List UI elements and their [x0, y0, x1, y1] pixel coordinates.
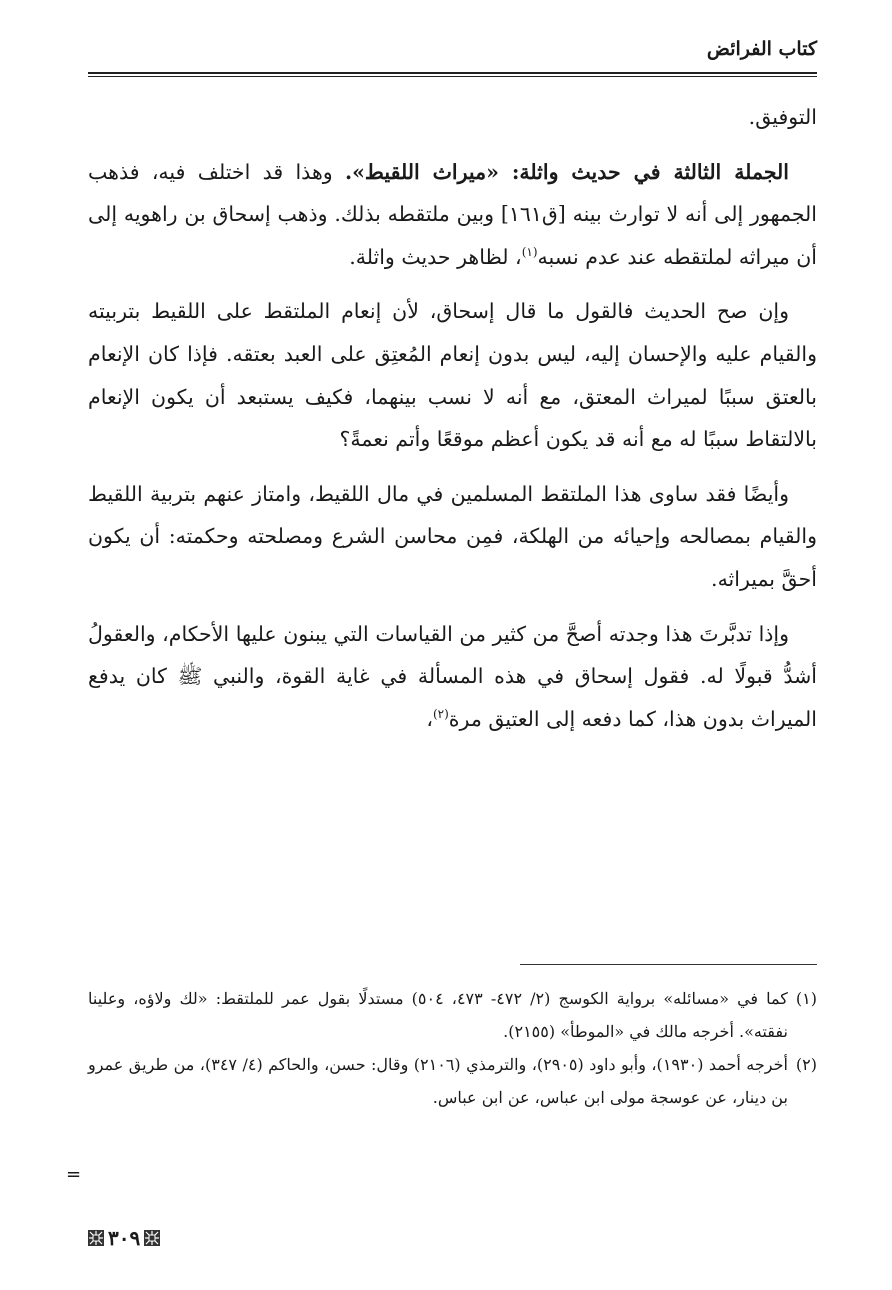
footnotes: [88, 982, 817, 1114]
page-number-block: [88, 1225, 160, 1251]
paragraph-2: وإن صح الحديث فالقول ما قال إسحاق، لأن إنعام الملتقط على اللقيط بتربيته والقيام عليه والإحسان إليه، ليس بدون إنعام المُعتِق على العبد بعتقه. فإذا كان الإنعام بالعتق سببًا لميراث المعتق، مع أنه لا نسب بينهما، فكيف يستبعد أن يكون الإنعام بالالتقاط سببًا له مع أنه قد يكون أعظم موقعًا وأتم نعمةً؟: [88, 299, 817, 452]
paragraph-4: وإذا تدبَّرتَ هذا وجدته أصحَّ من كثير من القياسات التي يبنون عليها الأحكام، والعقولُ أشدُّ قبولًا له. فقول إسحاق في هذه المسألة في غاية القوة، والنبي ﷺ كان يدفع الميراث بدون هذا، كما دفعه إلى العتيق مرة$^{(٢)}$،: [88, 621, 817, 731]
footnote-2: [88, 1048, 817, 1114]
continuation-mark: =: [66, 1164, 82, 1185]
footnote-separator: [520, 964, 817, 965]
chapter-title: كتاب الفرائض: [706, 38, 817, 60]
footnote-text: أخرجه أحمد (١٩٣٠)، وأبو داود (٢٩٠٥)، والترمذي (٢١٠٦) وقال: حسن، والحاكم (٤/ ٣٤٧)، من طريق عمرو بن دينار، عن عوسجة مولى ابن عباس، عن ابن عباس.: [88, 1055, 788, 1107]
header-rule-thick: [88, 72, 817, 74]
running-header: [88, 38, 817, 72]
footnote-number: (٢): [795, 1055, 817, 1074]
footnote-ref-2[interactable]: (٢): [432, 706, 449, 721]
paragraph-0: التوفيق.: [748, 105, 817, 129]
main-text: [88, 96, 817, 740]
paragraph-3: وأيضًا فقد ساوى هذا الملتقط المسلمين في مال اللقيط، وامتاز عنهم بتربية اللقيط والقيام بمصالحه وإحيائه من الهلكة، فمِن محاسن الشرع ومصلحته وحكمته: أن يكون أحقَّ بميراثه.: [88, 481, 817, 591]
footnote-1: [88, 982, 817, 1048]
ornament-icon: [88, 1230, 104, 1246]
footnote-ref-1[interactable]: (١): [521, 244, 538, 259]
footnote-text: كما في «مسائله» برواية الكوسج (٢/ ٤٧٢- ٤٧٣، ٥٠٤) مستدلًا بقول عمر للملتقط: «لك ولاؤه، وعلينا نفقته». أخرجه مالك في «الموطأ» (٢١٥٥).: [88, 989, 788, 1041]
page-number: ٣٠٩: [108, 1226, 141, 1250]
section-heading: الجملة الثالثة في حديث واثلة: «ميراث اللقيط».: [344, 159, 789, 184]
footnote-number: (١): [795, 989, 817, 1008]
paragraph-1: الجملة الثالثة في حديث واثلة: «ميراث اللقيط». وهذا قد اختلف فيه، فذهب الجمهور إلى أنه لا توارث بينه [ق١٦١] وبين ملتقطه بذلك. وذهب إسحاق بن راهويه إلى أن ميراثه لملتقطه عند عدم نسبه$^{(١)}$، لظاهر حديث واثلة.: [88, 159, 817, 269]
header-rule-thin: [88, 76, 817, 77]
ornament-icon: [144, 1230, 160, 1246]
